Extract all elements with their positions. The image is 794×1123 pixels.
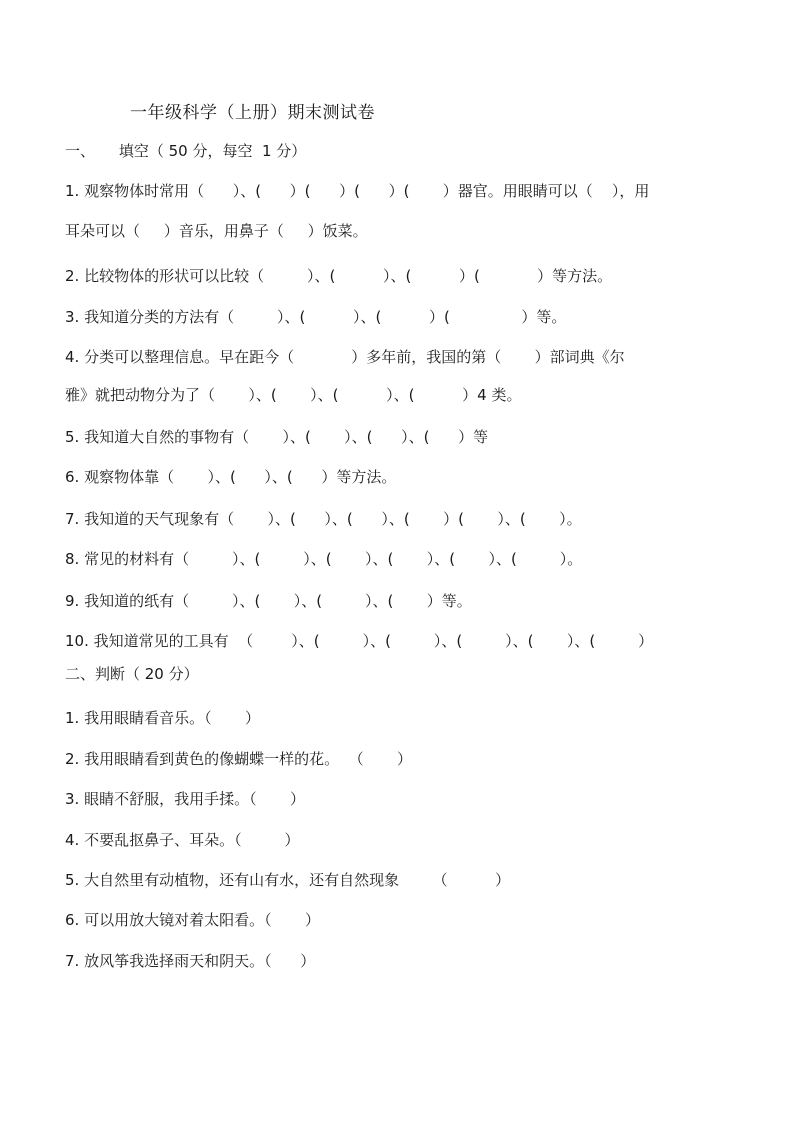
question-line: 1. 观察物体时常用（ ）、( ）( ）( ）( ）器官。用眼睛可以（ ），用 xyxy=(65,182,650,200)
question-line: 3. 我知道分类的方法有（ ）、( ）、( ）( ）等。 xyxy=(65,308,567,326)
question-line: 5. 我知道大自然的事物有（ ）、( ）、( ）、( ）等 xyxy=(65,428,489,446)
question-line: 2. 我用眼睛看到黄色的像蝴蝶一样的花。 （ ） xyxy=(65,750,412,768)
page-title: 一年级科学（上册）期末测试卷 xyxy=(130,103,375,123)
question-line: 10. 我知道常见的工具有 （ ）、( ）、( ）、( ）、( ）、( ） xyxy=(65,632,654,650)
section-heading-judgment: 二、判断（ 20 分） xyxy=(65,665,199,683)
question-line: 4. 不要乱抠鼻子、耳朵。（ ） xyxy=(65,831,300,849)
question-line: 3. 眼睛不舒服，我用手揉。（ ） xyxy=(65,790,305,808)
question-line: 1. 我用眼睛看音乐。（ ） xyxy=(65,709,260,727)
question-line: 5. 大自然里有动植物，还有山有水，还有自然现象 （ ） xyxy=(65,871,511,889)
question-line: 8. 常见的材料有（ ）、( ）、( ）、( ）、( ）、( ）。 xyxy=(65,550,583,568)
question-line: 7. 放风筝我选择雨天和阴天。（ ） xyxy=(65,952,316,970)
question-line: 2. 比较物体的形状可以比较（ ）、( ）、( ）( ）等方法。 xyxy=(65,267,613,285)
question-line: 6. 观察物体靠（ ）、( ）、( ）等方法。 xyxy=(65,468,397,486)
question-line: 7. 我知道的天气现象有（ ）、( ）、( ）、( ）( ）、( ）。 xyxy=(65,510,582,528)
question-line: 6. 可以用放大镜对着太阳看。（ ） xyxy=(65,911,320,929)
question-line: 9. 我知道的纸有（ ）、( ）、( ）、( ）等。 xyxy=(65,592,472,610)
question-line: 耳朵可以（ ）音乐，用鼻子（ ）饭菜。 xyxy=(65,222,368,240)
question-line: 4. 分类可以整理信息。早在距今（ ）多年前，我国的第（ ）部词典《尔 xyxy=(65,348,625,366)
section-heading-fill-blank: 一、 填空（ 50 分，每空 1 分） xyxy=(65,142,307,160)
question-line: 雅》就把动物分为了（ ）、( ）、( ）、( ）4 类。 xyxy=(65,386,522,404)
